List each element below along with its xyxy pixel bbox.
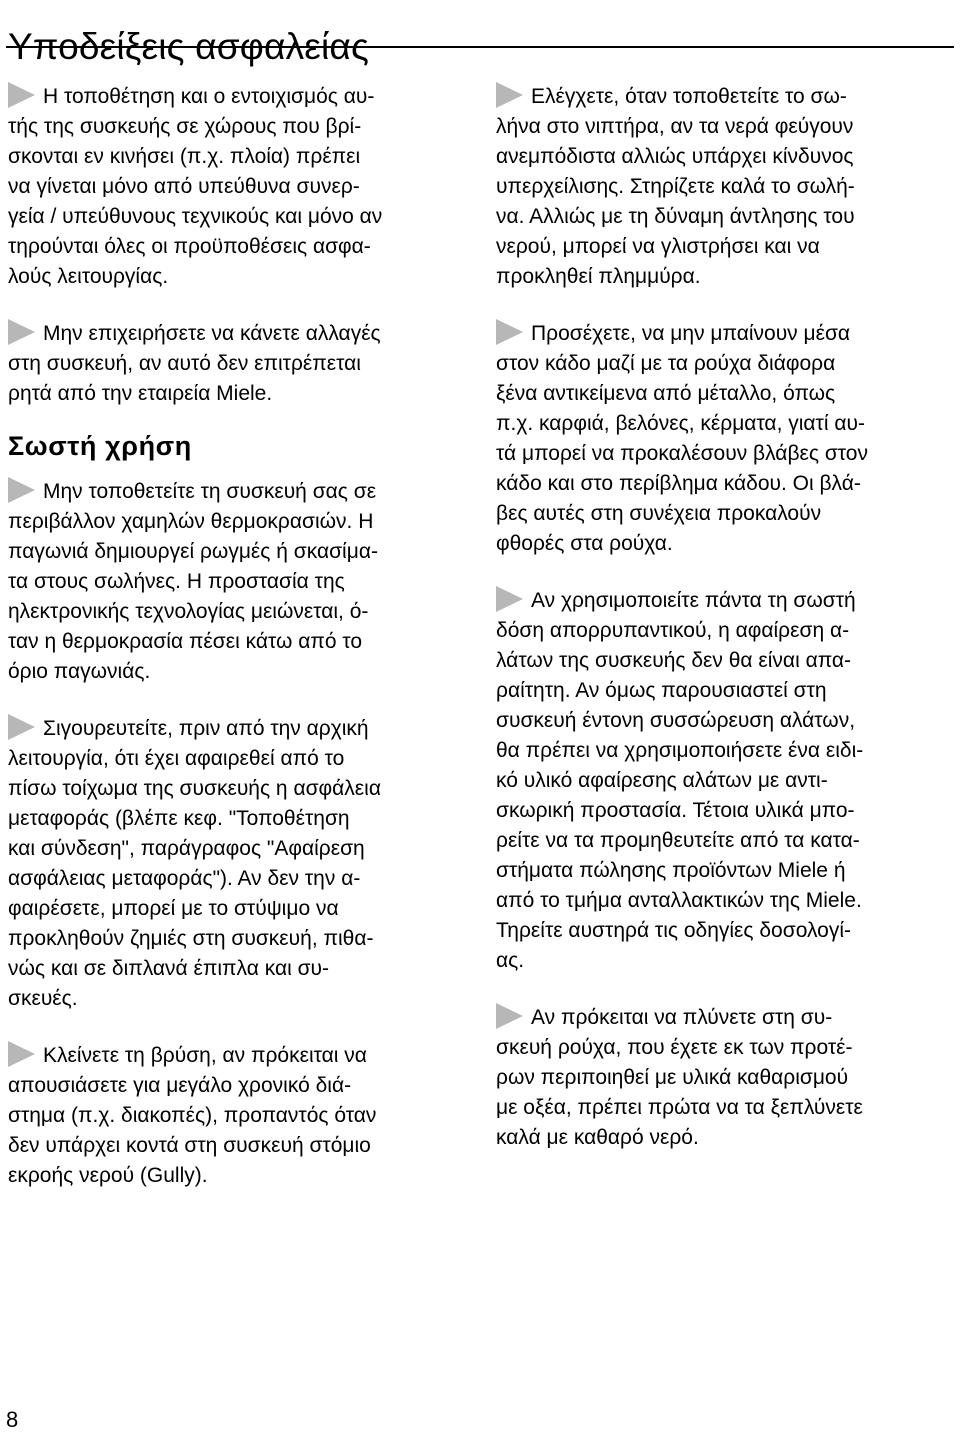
title-divider [6,46,954,48]
safety-note-text: Σιγουρευτείτε, πριν από την αρχική λειτουργία, ότι έχει αφαιρεθεί από το πίσω τοίχωμα της συσκευής η ασφάλεια μεταφοράς (βλέπε κεφ. "Τοποθέτηση και σύνδεση", παράγραφος "Αφαίρεση ασφάλειας μεταφοράς"). Αν δεν την α- φαιρέσετε, μπορεί με το στύψιμο να προκληθούν ζημιές στη συσκευή, πιθα- νώς και σε διπλανά έπιπλα και συ- σκευές. [8,717,381,1010]
safety-note [496,586,952,976]
left-column [8,82,470,1218]
triangle-right-icon [8,319,35,345]
safety-note-text: Μην τοποθετείτε τη συσκευή σας σε περιβάλλον χαμηλών θερμοκρασιών. Η παγωνιά δημιουργεί ρωγμές ή σκασίμα- τα στους σωλήνες. Η προστασία της ηλεκτρονικής τεχνολογίας μειώνεται, ό- ταν η θερμοκρασία πέσει κάτω από το όριο παγωνιάς. [8,480,378,683]
safety-note [8,477,470,687]
triangle-right-icon [496,319,523,345]
safety-note-text: Αν χρησιμοποιείτε πάντα τη σωστή δόση απορρυπαντικού, η αφαίρεση α- λάτων της συσκευής δεν θα είναι απα- ραίτητη. Αν όμως παρουσιαστεί στη συσκευή έντονη συσσώρευση αλάτων, θα πρέπει να χρησιμοποιήσετε ένα ειδι- κό υλικό αφαίρεσης αλάτων με αντι- σκωρική προστασία. Τέτοια υλικά μπο- ρείτε να τα προμηθευτείτε από τα κατα- στήματα πώλησης προϊόντων Miele ή από το τμήμα ανταλλακτικών της Miele. Τηρείτε αυστηρά τις οδηγίες δοσολογί- ας. [496,589,864,972]
page-number: 8 [6,1407,19,1432]
triangle-right-icon [8,477,35,503]
safety-note [8,319,470,409]
triangle-right-icon [8,1041,35,1067]
safety-note [8,714,470,1014]
safety-note-text: Μην επιχειρήσετε να κάνετε αλλαγές στη συσκευή, αν αυτό δεν επιτρέπεται ρητά από την εταιρεία Miele. [8,322,381,405]
safety-note-text: Κλείνετε τη βρύση, αν πρόκειται να απουσιάσετε για μεγάλο χρονικό διά- στημα (π.χ. διακοπές), προπαντός όταν δεν υπάρχει κοντά στη συσκευή στόμιο εκροής νερού (Gully). [8,1044,377,1187]
safety-note-text: Προσέχετε, να μην μπαίνουν μέσα στον κάδο μαζί με τα ρούχα διάφορα ξένα αντικείμενα από μέταλλο, όπως π.χ. καρφιά, βελόνες, κέρματα, γιατί αυ- τά μπορεί να προκαλέσουν βλάβες στον κάδο και στο περίβλημα κάδου. Οι βλά- βες αυτές στη συνέχεια προκαλούν φθορές στα ρούχα. [496,322,868,555]
safety-note [496,82,952,292]
triangle-right-icon [8,82,35,108]
safety-note-text: Ελέγχετε, όταν τοποθετείτε το σω- λήνα στο νιπτήρα, αν τα νερά φεύγουν ανεμπόδιστα αλλιώς υπάρχει κίνδυνος υπερχείλισης. Στηρίζετε καλά το σωλή- να. Αλλιώς με τη δύναμη άντλησης του νερού, μπορεί να γλιστρήσει και να προκληθεί πλημμύρα. [496,85,855,288]
page-title: Υποδείξεις ασφαλείας [8,25,370,67]
right-column [496,82,952,1180]
safety-note-text: Αν πρόκειται να πλύνετε στη συ- σκευή ρούχα, που έχετε εκ των προτέ- ρων περιποιηθεί με υλικά καθαρισμού με οξέα, πρέπει πρώτα να τα ξεπλύνετε καλά με καθαρό νερό. [496,1006,863,1149]
triangle-right-icon [496,82,523,108]
safety-note [496,1003,952,1153]
triangle-right-icon [496,586,523,612]
section-heading: Σωστή χρήση [8,431,192,461]
safety-note-text: Η τοποθέτηση και ο εντοιχισμός αυ- τής της συσκευής σε χώρους που βρί- σκονται εν κινήσει (π.χ. πλοία) πρέπει να γίνεται μόνο από υπεύθυνα συνερ- γεία / υπεύθυνους τεχνικούς και μόνο αν τηρούνται όλες οι προϋποθέσεις ασφα- λούς λειτουργίας. [8,85,383,288]
safety-note [8,82,470,292]
safety-note [496,319,952,559]
triangle-right-icon [496,1003,523,1029]
safety-note [8,1041,470,1191]
triangle-right-icon [8,714,35,740]
